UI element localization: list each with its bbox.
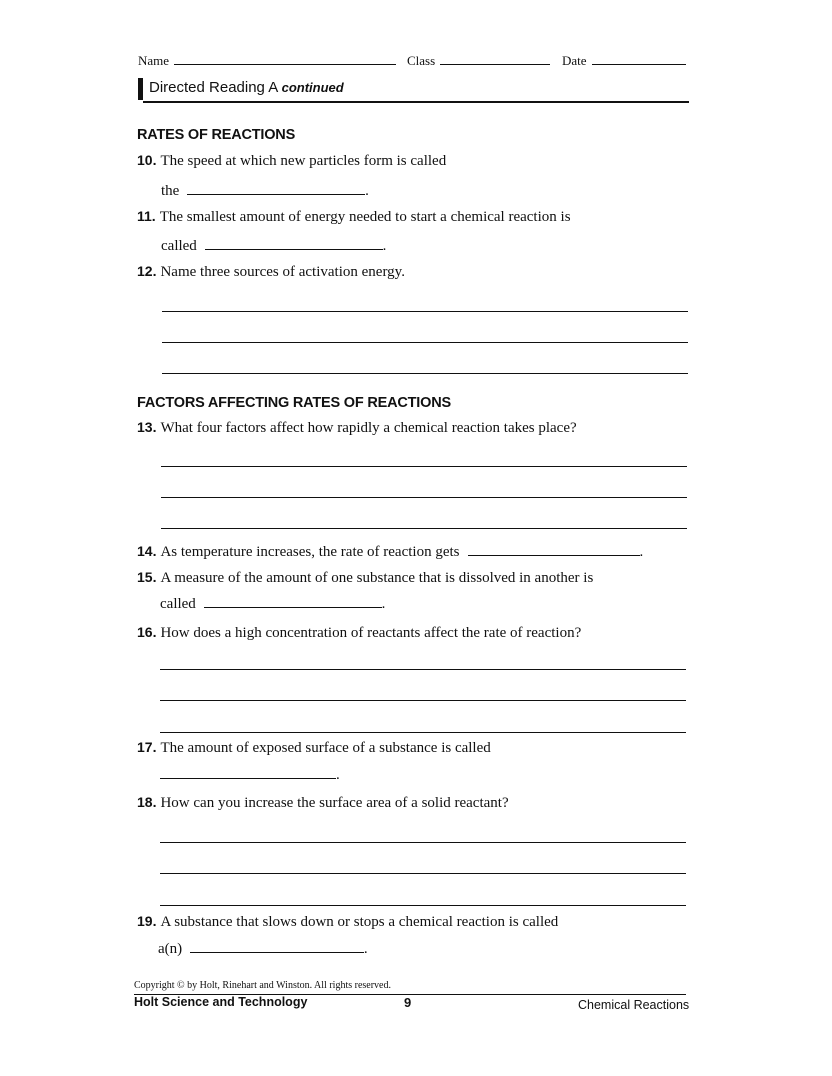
question-text: The amount of exposed surface of a substance is called xyxy=(160,740,491,756)
question-number: 18. xyxy=(137,794,157,810)
name-label: Name xyxy=(138,53,170,68)
answer-line[interactable] xyxy=(160,669,686,670)
banner-rule xyxy=(143,101,689,103)
question-15 xyxy=(137,569,593,587)
question-11-answer-row xyxy=(161,238,386,255)
answer-blank[interactable] xyxy=(205,248,383,250)
question-text: How does a high concentration of reactants affect the rate of reaction? xyxy=(160,625,582,641)
question-number: 12. xyxy=(137,263,157,279)
question-text: What four factors affect how rapidly a chemical reaction takes place? xyxy=(160,420,577,436)
question-continuation: called xyxy=(161,238,197,254)
answer-line[interactable] xyxy=(160,873,686,874)
question-11 xyxy=(137,208,571,226)
page-number: 9 xyxy=(404,995,412,1010)
period: . xyxy=(363,941,368,957)
date-label: Date xyxy=(562,53,587,68)
section-factors-heading: FACTORS AFFECTING RATES OF REACTIONS xyxy=(137,395,451,411)
period: . xyxy=(381,596,386,612)
answer-line[interactable] xyxy=(161,497,687,498)
question-text: How can you increase the surface area of a solid reactant? xyxy=(160,795,509,811)
class-field-row xyxy=(407,53,550,69)
question-number: 13. xyxy=(137,419,157,435)
question-number: 19. xyxy=(137,913,157,929)
answer-line[interactable] xyxy=(162,342,688,343)
answer-line[interactable] xyxy=(160,842,686,843)
question-15-answer-row xyxy=(160,596,385,613)
question-number: 14. xyxy=(137,543,157,559)
banner-title xyxy=(149,79,344,96)
answer-line[interactable] xyxy=(162,311,688,312)
question-number: 17. xyxy=(137,739,157,755)
period: . xyxy=(639,544,644,560)
question-text: The smallest amount of energy needed to start a chemical reaction is xyxy=(159,209,571,225)
question-number: 11. xyxy=(137,208,156,224)
question-17 xyxy=(137,739,491,757)
question-10 xyxy=(137,152,446,170)
question-18 xyxy=(137,794,509,812)
question-19 xyxy=(137,913,558,931)
question-12 xyxy=(137,263,405,281)
answer-line[interactable] xyxy=(160,700,686,701)
answer-line[interactable] xyxy=(161,466,687,467)
question-text: Name three sources of activation energy. xyxy=(160,264,405,280)
class-label: Class xyxy=(407,53,436,68)
period: . xyxy=(382,238,387,254)
answer-blank[interactable] xyxy=(204,606,382,608)
question-16 xyxy=(137,624,581,642)
question-14 xyxy=(137,543,643,561)
footer-book-title: Holt Science and Technology xyxy=(134,995,308,1009)
answer-blank[interactable] xyxy=(468,554,640,556)
answer-line[interactable] xyxy=(162,373,688,374)
date-field-row xyxy=(562,53,686,69)
question-text: A measure of the amount of one substance that is dissolved in another is xyxy=(160,570,594,586)
question-continuation: a(n) xyxy=(158,941,183,957)
name-field-row xyxy=(138,53,396,69)
period: . xyxy=(365,183,369,199)
answer-line[interactable] xyxy=(161,528,687,529)
answer-blank[interactable] xyxy=(190,951,364,953)
name-input-line[interactable] xyxy=(174,63,396,65)
banner-title-text: Directed Reading A xyxy=(149,79,278,96)
question-number: 16. xyxy=(137,624,157,640)
answer-blank[interactable] xyxy=(187,193,365,195)
question-continuation: the xyxy=(161,183,180,199)
date-input-line[interactable] xyxy=(592,63,686,65)
question-text: A substance that slows down or stops a chemical reaction is called xyxy=(160,914,559,930)
question-17-answer-row xyxy=(160,767,340,784)
question-text: The speed at which new particles form is called xyxy=(160,153,447,169)
question-19-answer-row xyxy=(158,941,368,958)
section-rates-heading: RATES OF REACTIONS xyxy=(137,127,296,143)
question-number: 10. xyxy=(137,152,157,168)
banner-suffix: continued xyxy=(281,80,344,95)
period: . xyxy=(336,767,340,783)
question-text: As temperature increases, the rate of reaction gets xyxy=(160,544,460,560)
banner-bar-icon xyxy=(138,78,143,100)
copyright-notice: Copyright © by Holt, Rinehart and Winston. All rights reserved. xyxy=(134,980,391,991)
class-input-line[interactable] xyxy=(440,63,550,65)
footer-chapter-title: Chemical Reactions xyxy=(578,998,690,1012)
answer-line[interactable] xyxy=(160,732,686,733)
question-10-answer-row xyxy=(161,183,369,200)
answer-blank[interactable] xyxy=(160,777,336,779)
question-13 xyxy=(137,419,577,437)
question-continuation: called xyxy=(160,596,196,612)
question-number: 15. xyxy=(137,569,157,585)
answer-line[interactable] xyxy=(160,905,686,906)
